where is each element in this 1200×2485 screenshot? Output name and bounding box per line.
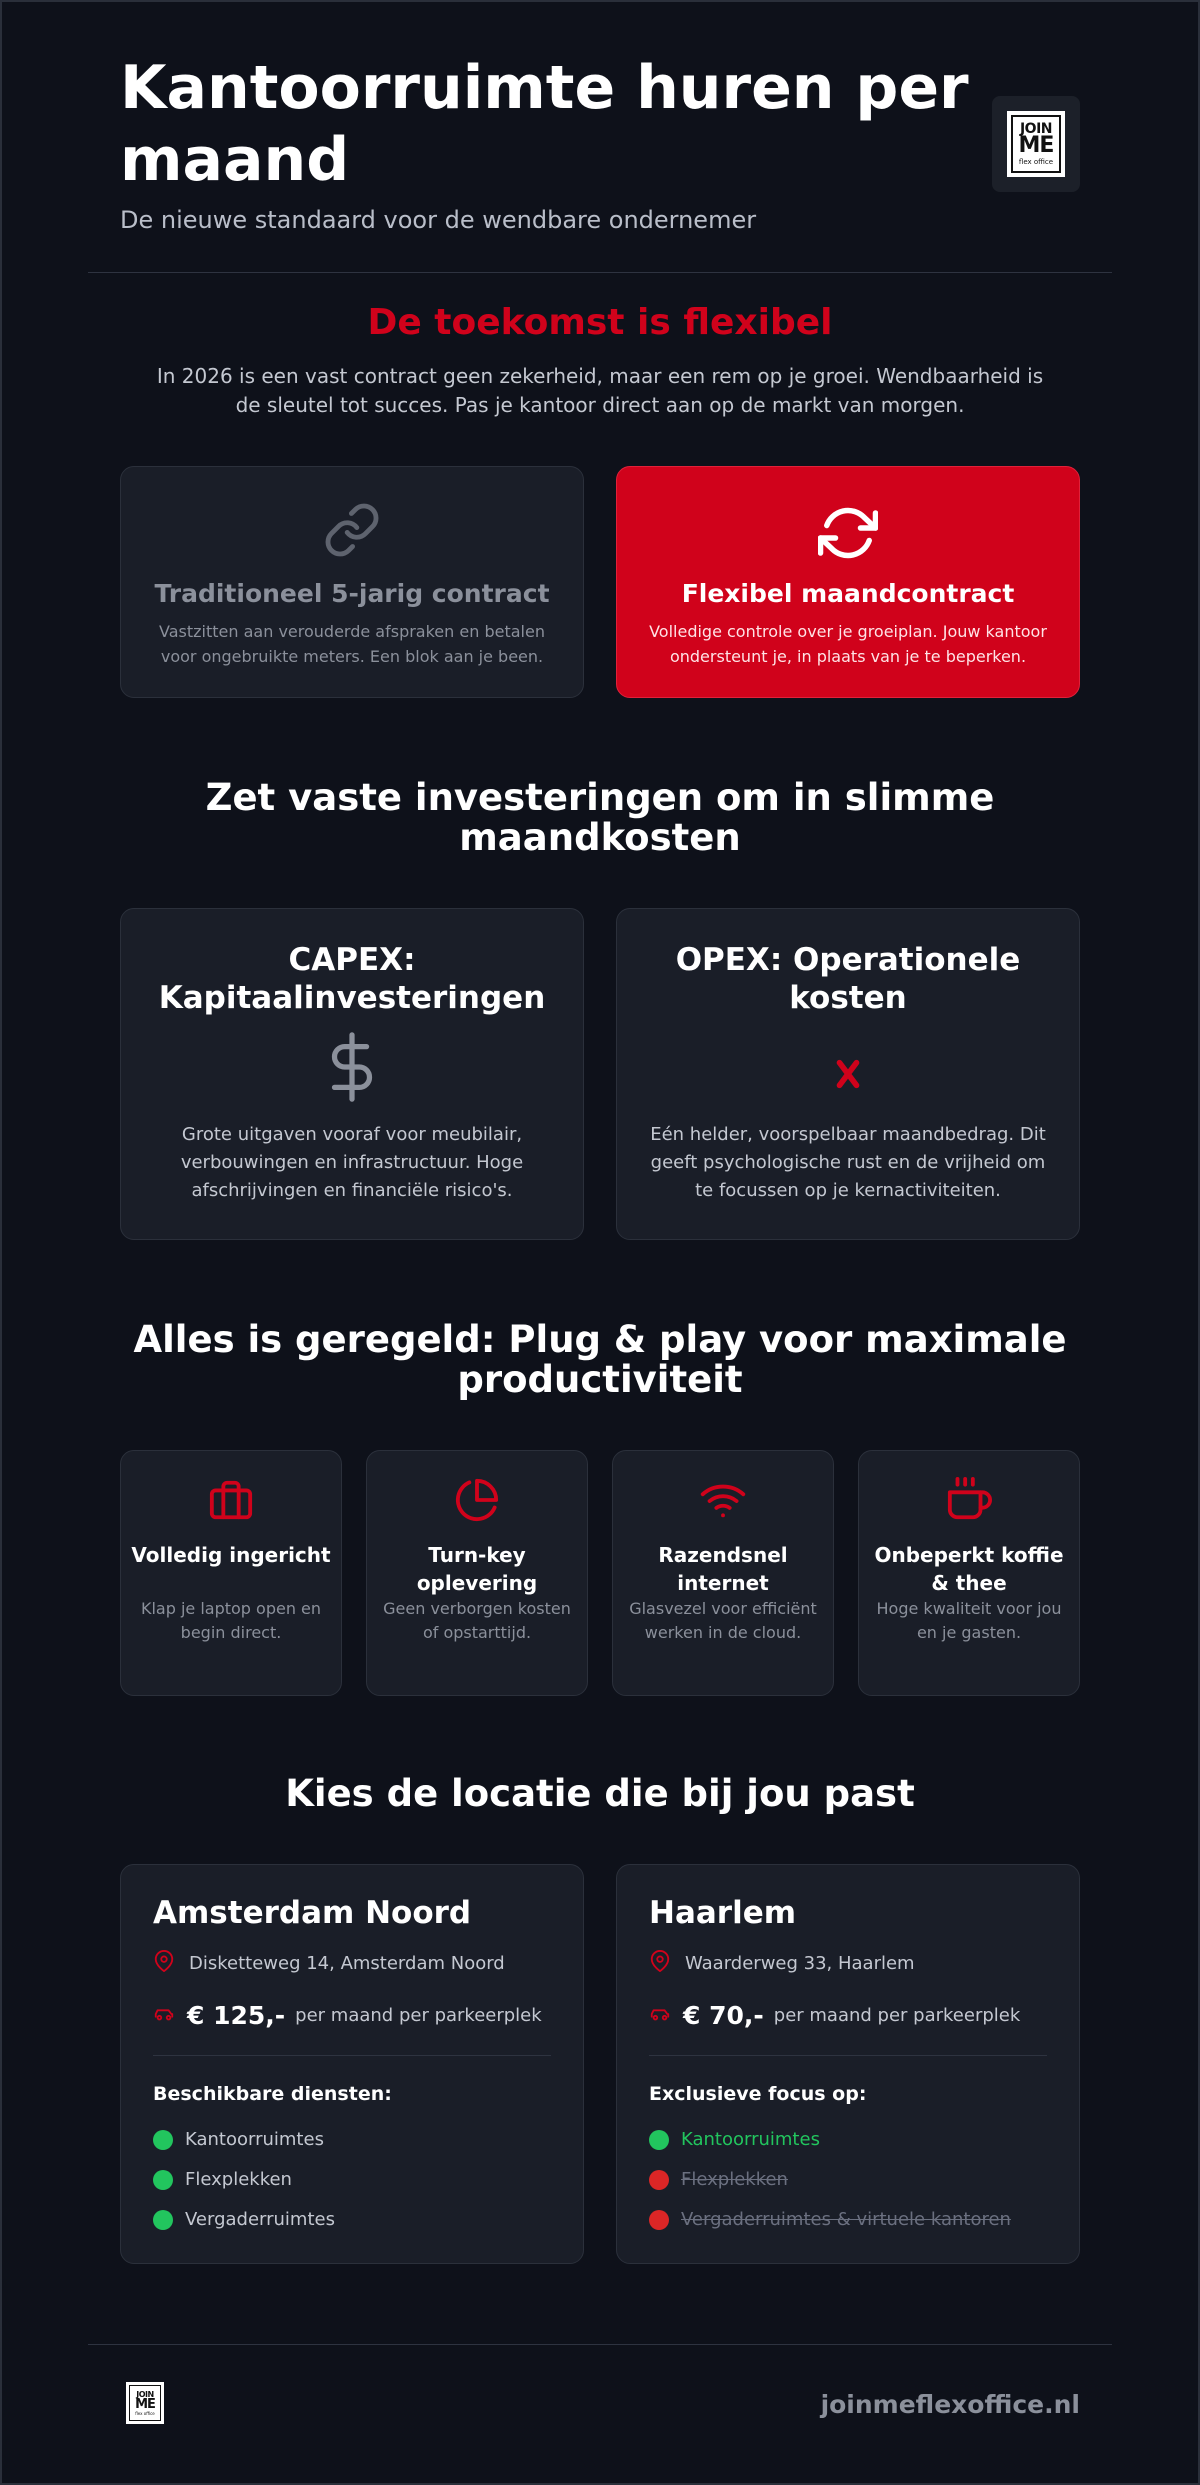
status-dot-available xyxy=(153,2130,173,2150)
location-divider xyxy=(649,2055,1047,2056)
capex-title: CAPEX: Kapitaalinvesteringen xyxy=(158,942,546,1016)
features-heading: Alles is geregeld: Plug & play voor maximale productiviteit xyxy=(133,1318,1067,1401)
feature-card-furnished xyxy=(120,1450,342,1696)
status-dot-focus xyxy=(649,2130,669,2150)
feature-text: Glasvezel voor efficiënt werken in de cloud. xyxy=(629,1599,817,1642)
location-price: € 70,- xyxy=(683,2001,764,2030)
logo-line-1: JOIN xyxy=(136,2389,154,2399)
wifi-icon xyxy=(613,1477,833,1523)
traditional-contract-text: Vastzitten aan verouderde afspraken en betalen voor ongebruikte meters. Een blok aan je been. xyxy=(159,622,545,666)
service-item xyxy=(649,2169,788,2190)
service-label: Vergaderruimtes & virtuele kantoren xyxy=(681,2209,1011,2230)
feature-card-coffee xyxy=(858,1450,1080,1696)
future-heading: De toekomst is flexibel xyxy=(367,302,833,343)
logo-line-1: JOIN xyxy=(1019,121,1053,137)
coffee-icon xyxy=(859,1477,1079,1523)
location-price-unit: per maand per parkeerplek xyxy=(773,2005,1021,2026)
footer-divider xyxy=(88,2344,1112,2345)
traditional-contract-card xyxy=(120,466,584,698)
service-item xyxy=(153,2209,335,2230)
services-heading: Beschikbare diensten: xyxy=(153,2083,392,2105)
car-icon xyxy=(649,2006,671,2026)
x-icon xyxy=(617,1057,1079,1091)
service-item xyxy=(153,2169,292,2190)
flexible-contract-card xyxy=(616,466,1080,698)
service-label: Vergaderruimtes xyxy=(185,2209,335,2230)
service-label: Flexplekken xyxy=(185,2169,292,2190)
feature-text: Klap je laptop open en begin direct. xyxy=(140,1599,322,1642)
feature-text: Geen verborgen kosten of opstarttijd. xyxy=(383,1599,571,1642)
link-icon xyxy=(121,501,583,559)
logo-line-3: flex office xyxy=(1018,158,1054,166)
location-name: Haarlem xyxy=(649,1895,797,1931)
location-card-haarlem[interactable] xyxy=(616,1864,1080,2264)
feature-title: Razendsnel internet xyxy=(658,1543,788,1595)
footer-website-link[interactable]: joinmeflexoffice.nl xyxy=(820,2390,1080,2419)
briefcase-icon xyxy=(121,1477,341,1523)
location-price: € 125,- xyxy=(187,2001,286,2030)
location-card-amsterdam[interactable] xyxy=(120,1864,584,2264)
service-item xyxy=(153,2129,324,2150)
feature-card-internet xyxy=(612,1450,834,1696)
location-divider xyxy=(153,2055,551,2056)
flexible-contract-title: Flexibel maandcontract xyxy=(681,579,1015,608)
invest-heading: Zet vaste investeringen om in slimme maandkosten xyxy=(205,776,995,859)
feature-title: Volledig ingericht xyxy=(131,1543,331,1567)
location-price-unit: per maand per parkeerplek xyxy=(295,2005,542,2026)
service-item xyxy=(649,2129,820,2150)
location-address: Waarderweg 33, Haarlem xyxy=(685,1952,915,1974)
joinme-logo xyxy=(1007,111,1065,177)
refresh-icon xyxy=(617,503,1079,563)
feature-title: Turn-key oplevering xyxy=(416,1543,538,1595)
dollar-icon xyxy=(121,1029,583,1105)
service-item xyxy=(649,2209,1011,2230)
status-dot-unavailable xyxy=(649,2170,669,2190)
feature-title: Onbeperkt koffie & thee xyxy=(874,1543,1064,1595)
map-pin-icon xyxy=(153,1949,175,1977)
car-icon xyxy=(153,2006,175,2026)
map-pin-icon xyxy=(649,1949,671,1977)
status-dot-unavailable xyxy=(649,2210,669,2230)
opex-title: OPEX: Operationele kosten xyxy=(675,942,1021,1016)
logo-line-2: ME xyxy=(1018,133,1054,158)
service-label: Kantoorruimtes xyxy=(681,2129,820,2150)
locations-heading: Kies de locatie die bij jou past xyxy=(285,1772,915,1815)
service-label: Flexplekken xyxy=(681,2169,788,2190)
future-intro: In 2026 is een vast contract geen zekerheid, maar een rem op je groei. Wendbaarheid is de sleutel tot succes. Pas je kantoor direct aan op de markt van morgen. xyxy=(156,364,1044,417)
header-divider xyxy=(88,272,1112,273)
capex-text: Grote uitgaven vooraf voor meubilair, verbouwingen en infrastructuur. Hoge afschrijvingen en financiële risico's. xyxy=(180,1124,524,1201)
location-name: Amsterdam Noord xyxy=(153,1895,472,1931)
header-logo-box[interactable] xyxy=(992,96,1080,192)
status-dot-available xyxy=(153,2210,173,2230)
feature-text: Hoge kwaliteit voor jou en je gasten. xyxy=(876,1599,1062,1642)
status-dot-available xyxy=(153,2170,173,2190)
location-address: Disketteweg 14, Amsterdam Noord xyxy=(189,1952,505,1974)
page-title: Kantoorruimte huren per maand xyxy=(120,53,969,195)
logo-line-2: ME xyxy=(135,2396,155,2412)
service-label: Kantoorruimtes xyxy=(185,2129,324,2150)
pie-chart-icon xyxy=(367,1477,587,1523)
traditional-contract-title: Traditioneel 5-jarig contract xyxy=(154,579,550,608)
feature-card-turnkey xyxy=(366,1450,588,1696)
opex-text: Eén helder, voorspelbaar maandbedrag. Dit geeft psychologische rust en de vrijheid om te focussen op je kernactiviteiten. xyxy=(650,1124,1046,1201)
logo-line-3: flex office xyxy=(135,2410,155,2416)
flexible-contract-text: Volledige controle over je groeiplan. Jouw kantoor ondersteunt je, in plaats van je te beperken. xyxy=(649,622,1047,666)
page-subtitle: De nieuwe standaard voor de wendbare ondernemer xyxy=(120,206,757,234)
capex-card xyxy=(120,908,584,1240)
footer-logo[interactable] xyxy=(126,2382,164,2424)
opex-card xyxy=(616,908,1080,1240)
services-heading: Exclusieve focus op: xyxy=(649,2083,867,2105)
